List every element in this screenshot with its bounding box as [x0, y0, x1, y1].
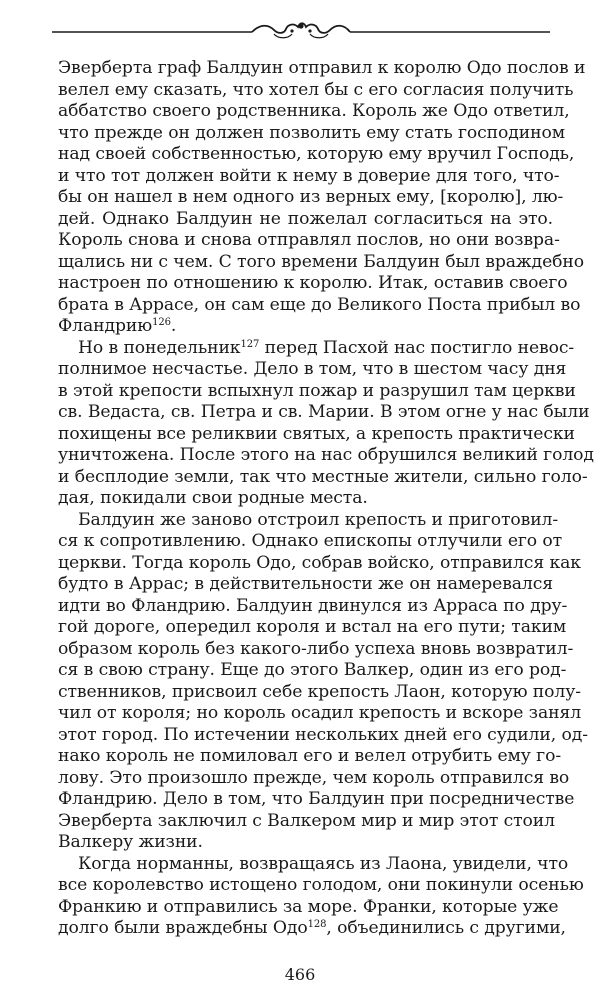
text-line	[58, 574, 553, 596]
line-text: дая, покидали свои родные места.	[58, 488, 368, 508]
text-line	[58, 359, 567, 381]
line-text: св. Ведаста, св. Петра и св. Марии. В этом огне у нас были	[58, 402, 590, 422]
line-text: настроен по отношению к королю. Итак, оставив своего	[58, 273, 568, 293]
text-line	[58, 273, 568, 295]
text-line	[58, 703, 582, 725]
line-text: нако король не помиловал его и велел отрубить ему го-	[58, 746, 562, 766]
line-text: Король снова и снова отправлял послов, но они возвра-	[58, 230, 560, 250]
line-text: велел ему сказать, что хотел бы с его согласия получить	[58, 79, 574, 100]
line-text: ственников, присвоил себе крепость Лаон, которую полу-	[58, 681, 581, 702]
text-line	[58, 187, 564, 209]
text-line	[58, 122, 565, 145]
text-line	[58, 445, 594, 467]
text-line	[58, 337, 575, 360]
text-line	[58, 380, 576, 403]
header-ornament-icon	[52, 14, 550, 44]
text-line	[58, 638, 574, 661]
text-line	[58, 488, 553, 510]
line-text: и бесплодие земли, так что местные жители, сильно голо-	[58, 466, 588, 487]
text-line	[58, 79, 574, 102]
line-text-continuation: .	[170, 316, 177, 336]
line-text: идти во Фландрию. Балдуин двинулся из Арраса по дру-	[58, 595, 568, 616]
line-text: гой дороге, опередил короля и встал на его пути; таким	[58, 617, 567, 637]
text-line	[58, 746, 562, 768]
text-line	[58, 209, 553, 231]
text-line	[58, 316, 553, 338]
text-line	[58, 58, 586, 80]
line-text: бы он нашел в нем одного из верных ему, [королю], лю-	[58, 187, 564, 207]
text-line	[58, 402, 590, 424]
line-text: уничтожена. После этого на нас обрушился великий голод	[58, 445, 594, 465]
line-text: Франкию и отправились за море. Франки, которые уже	[58, 896, 559, 917]
text-line	[58, 811, 553, 833]
line-text: и что тот должен войти к нему в доверие для того, что-	[58, 165, 560, 186]
text-line	[58, 681, 581, 704]
line-text-continuation: , объединились с другими,	[326, 918, 566, 938]
line-text: похищены все реликвии святых, а крепость практически	[58, 423, 575, 444]
footnote-marker: 127	[240, 338, 260, 350]
text-line	[58, 466, 588, 489]
text-line	[58, 165, 560, 188]
text-line	[58, 789, 575, 811]
text-line	[58, 509, 559, 532]
text-line	[58, 101, 570, 123]
body-text	[58, 58, 594, 940]
line-text: что прежде он должен позволить ему стать господином	[58, 122, 565, 143]
text-line	[58, 724, 588, 747]
line-text: Эверберта заключил с Валкером мир и мир этот стоил	[58, 810, 555, 831]
line-text: аббатство своего родственника. Король же Одо ответил,	[58, 101, 570, 121]
text-line	[58, 617, 567, 639]
text-line	[58, 767, 570, 790]
text-line	[58, 832, 553, 854]
line-text: будто в Аррас; в действительности же он намеревался	[58, 574, 553, 594]
line-text: Эверберта граф Балдуин отправил к королю Одо послов и	[58, 58, 586, 78]
text-line	[58, 251, 585, 274]
text-line	[58, 896, 559, 919]
text-line	[58, 875, 584, 897]
line-text: Балдуин же заново отстроил крепость и приготовил-	[78, 509, 559, 530]
text-line	[58, 595, 568, 618]
text-line	[58, 853, 569, 876]
page-number: 466	[284, 965, 316, 984]
line-text: чил от короля; но король осадил крепость и вскоре занял	[58, 703, 582, 723]
line-text: брата в Аррасе, он сам еще до Великого Поста прибыл во	[58, 294, 581, 315]
line-text: церкви. Тогда король Одо, собрав войско, отправился как	[58, 552, 581, 573]
line-text: Фландрию	[58, 316, 153, 336]
line-text: Но в понедельник	[78, 337, 241, 358]
text-line	[58, 230, 560, 252]
line-text: Фландрию. Дело в том, что Балдуин при посредничестве	[58, 789, 575, 809]
text-line	[58, 531, 563, 553]
text-line	[58, 552, 581, 575]
line-text: ся к сопротивлению. Однако епископы отлучили его от	[58, 531, 563, 551]
line-text: дей. Однако Балдуин не пожелал согласиться на это.	[58, 208, 553, 229]
footnote-marker: 126	[152, 317, 171, 328]
text-line	[58, 918, 566, 940]
text-line	[58, 294, 581, 317]
text-line	[58, 423, 575, 446]
line-text: Когда норманны, возвращаясь из Лаона, увидели, что	[78, 853, 569, 874]
line-text: над своей собственностью, которую ему вручил Господь,	[58, 144, 575, 164]
line-text: лову. Это произошло прежде, чем король отправился во	[58, 767, 570, 788]
text-line	[58, 660, 567, 682]
line-text: ся в свою страну. Еще до этого Валкер, один из его род-	[58, 660, 567, 680]
line-text: в этой крепости вспыхнул пожар и разрушил там церкви	[58, 380, 576, 401]
line-text: все королевство истощено голодом, они покинули осенью	[58, 875, 584, 895]
line-text: этот город. По истечении нескольких дней его судили, од-	[58, 724, 588, 745]
line-text: полнимое несчастье. Дело в том, что в шестом часу дня	[58, 359, 567, 379]
footnote-marker: 128	[307, 919, 327, 930]
line-text-continuation: перед Пасхой нас постигло невос-	[259, 337, 575, 358]
line-text: Валкеру жизни.	[58, 832, 203, 852]
line-text: образом король без какого-либо успеха вновь возвратил-	[58, 638, 574, 659]
text-line	[58, 144, 575, 166]
line-text: щались ни с чем. С того времени Балдуин был враждебно	[58, 251, 585, 272]
line-text: долго были враждебны Одо	[58, 918, 308, 938]
